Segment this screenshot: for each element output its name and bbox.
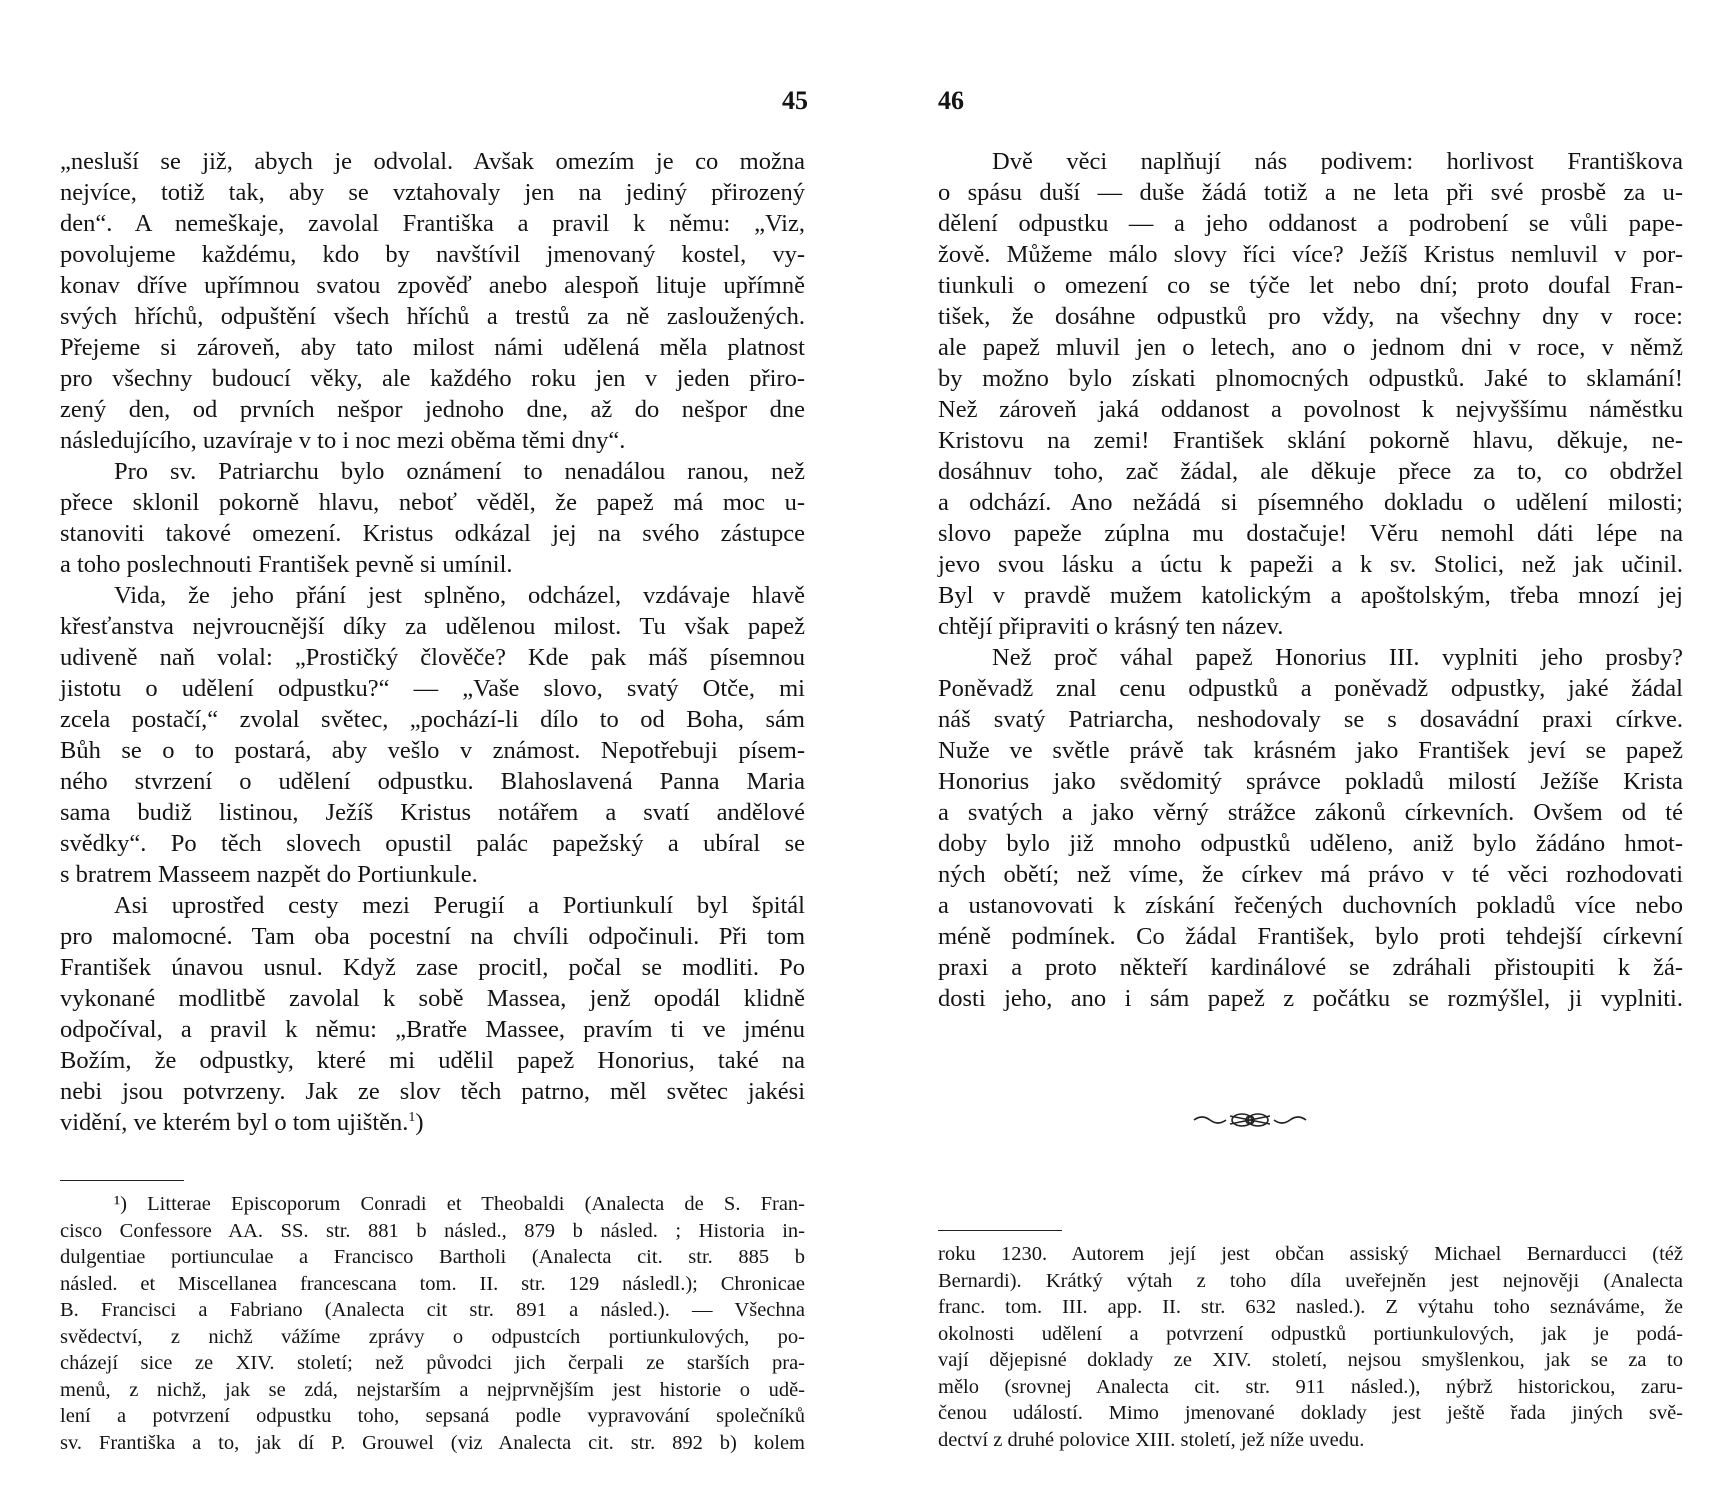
text-line: Byl v pravdě mužem katolickým a apoštolským, třeba mnozí jej	[938, 582, 1683, 609]
footnote-text: Litterae Episcoporum Conradi et Theobaldi (Analecta de S. Fran-	[147, 1193, 806, 1215]
footnote-line: okolnosti udělení a potvrzení odpustků portiunkulových, jak je podá-	[938, 1322, 1683, 1345]
text-line: pro malomocné. Tam oba pocestní na chvíli odpočinuli. Při tom	[60, 923, 805, 950]
text-line: slovo papeže zúplna mu dostačuje! Věru nemohl dáti lépe na	[938, 520, 1683, 547]
footnotes	[938, 1241, 1683, 1453]
text-line: „nesluší se již, abych je odvolal. Avšak omezím je co možna	[60, 148, 805, 175]
footnote-line: sv. Františka a to, jak dí P. Grouwel (viz Analecta cit. str. 892 b) kolem	[60, 1431, 805, 1454]
text-line: zcela postačí,“ zvolal světec, „pochází-li dílo to od Boha, sám	[60, 706, 805, 733]
text-line: Pro sv. Patriarchu bylo oznámení to nenadálou ranou, než	[114, 458, 805, 485]
text-line: praxi a proto někteří kardinálové se zdráhali přistoupiti k žá-	[938, 954, 1683, 981]
footnote-line: mělo (srovnej Analecta cit. str. 911 násled.), nýbrž historickou, zaru-	[938, 1375, 1683, 1398]
text-line: František únavou usnul. Když zase procitl, počal se modliti. Po	[60, 954, 805, 981]
footnote-line: dectví z druhé polovice XIII. století, jež níže uvedu.	[938, 1428, 1365, 1451]
text-line: den“. A nemeškaje, zavolal Františka a pravil k němu: „Viz,	[60, 210, 805, 237]
text-line: nebi jsou potvrzeny. Jak ze slov těch patrno, měl světec jakési	[60, 1078, 805, 1105]
footnote-line: čenou událostí. Mimo jmenované doklady jest ještě řada jiných svě-	[938, 1402, 1683, 1424]
text-line: a toho poslechnouti František pevně si umínil.	[60, 551, 513, 578]
text-line: Než zároveň jaká oddanost a povolnost k nejvyššímu náměstku	[938, 396, 1683, 423]
text-line: odpočíval, a pravil k němu: „Bratře Massee, pravím ti ve jménu	[60, 1016, 805, 1043]
text-line: Než proč váhal papež Honorius III. vyplniti jeho prosby?	[992, 644, 1683, 671]
footnote-line: vají dějepisné doklady ze XIV. století, nejsou smyšlenkou, jak se za to	[938, 1349, 1683, 1371]
page-number: 46	[938, 86, 964, 115]
text-line: ného stvrzení o udělení odpustku. Blahoslavená Panna Maria	[60, 768, 805, 795]
text-line: Božím, že odpustky, které mi udělil papež Honorius, také na	[60, 1047, 805, 1074]
footnote-line: násled. et Miscellanea francescana tom. II. str. 129 následl.); Chronicae	[60, 1272, 805, 1295]
text-line: dosti jeho, ano i sám papež z počátku se rozmýšlel, ji vyplniti.	[938, 985, 1683, 1012]
text-line: Asi uprostřed cesty mezi Perugií a Portiunkulí byl špitál	[114, 892, 805, 919]
text-line: o spásu duší — duše žádá totiž a ne leta při své prosbě za u-	[938, 179, 1683, 206]
text-line: povolujeme každému, kdo by navštívil jmenovaný kostel, vy-	[60, 241, 805, 268]
text-line: křesťanstva nejvroucnější díky za udělenou milost. Tu však papež	[60, 613, 805, 640]
footnote-line: menů, z nichž, jak se zdá, nejstarším a nejprvnějším jest historie o udě-	[60, 1378, 805, 1401]
text-line: Honorius jako svědomitý správce pokladů milostí Ježíše Krista	[938, 768, 1683, 795]
footnote-line: Bernardi). Krátký výtah z toho díla uveřejněn jest nejnověji (Analecta	[938, 1269, 1683, 1292]
footnote-ref: ¹)	[114, 1193, 127, 1215]
text-line: a svatých a jako věrný strážce zákonů církevních. Ovšem od té	[938, 799, 1683, 826]
text-line: sama budiž listinou, Ježíš Kristus notářem a svatí andělové	[60, 799, 805, 826]
footnote-line	[60, 1191, 805, 1218]
text-line: stanoviti takové omezení. Kristus odkázal jej na svého zástupce	[60, 520, 805, 547]
text-line: dosáhnuv toho, zač žádal, ale děkuje přece za to, co obdržel	[938, 458, 1683, 485]
body-text	[938, 146, 1683, 1014]
text-line: doby bylo již mnoho odpustků uděleno, aniž bylo žádáno hmot-	[938, 830, 1683, 857]
text-line: a ustanovovati k získání řečených duchovních pokladů více nebo	[938, 892, 1683, 919]
text-line: Přejeme si zároveň, aby tato milost námi udělená měla platnost	[60, 334, 805, 361]
text-line-content: vidění, ve kterém byl o tom ujištěn.	[60, 1109, 409, 1136]
text-line: žově. Můžeme málo slovy říci více? Ježíš Kristus nemluvil v por-	[938, 241, 1683, 268]
text-line: tiunkuli o omezení co se týče let nebo dní; proto doufal Fran-	[938, 272, 1683, 299]
page-number: 45	[782, 86, 808, 115]
footnote-line: roku 1230. Autorem její jest občan assiský Michael Bernarducci (též	[938, 1243, 1683, 1265]
text-line: svědky“. Po těch slovech opustil palác papežský a ubíral se	[60, 830, 805, 857]
text-line: Bůh se o to postará, aby vešlo v známost. Nepotřebuji písem-	[60, 737, 805, 764]
footnote-line: svědectví, z nichž vážíme zprávy o odpustcích portiunkulových, po-	[60, 1325, 805, 1348]
text-line: přece sklonil pokorně hlavu, neboť věděl, že papež má moc u-	[60, 489, 805, 516]
text-line: pro všechny budoucí věky, ale každého roku jen v jeden přiro-	[60, 365, 805, 392]
text-line: náš svatý Patriarcha, neshodovaly se s dosavádní praxi církve.	[938, 706, 1683, 733]
text-line: s bratrem Masseem nazpět do Portiunkule.	[60, 861, 478, 888]
text-line: Kristovu na zemi! František sklání pokorně hlavu, děkuje, ne-	[938, 427, 1683, 454]
text-line-with-footnote: vidění, ve kterém byl o tom ujištěn.$^1$)	[60, 1109, 424, 1136]
footnote-separator	[938, 1230, 1062, 1231]
footnote-separator	[60, 1180, 184, 1181]
text-line: jevo svou lásku a úctu k papeži a k sv. Stolici, než jak učinil.	[938, 551, 1683, 578]
text-line: a odchází. Ano nežádá si písemného dokladu o udělení milosti;	[938, 489, 1683, 516]
page-46	[868, 0, 1736, 1500]
text-line: ale papež mluvil jen o letech, ano o jednom dni v roce, v němž	[938, 334, 1683, 361]
text-line: chtějí připraviti o krásný ten název.	[938, 613, 1284, 640]
text-line: nejvíce, totiž tak, aby se vztahovaly jen na jediný přirozený	[60, 179, 805, 206]
text-line: dělení odpustku — a jeho oddanost a podrobení se vůli pape-	[938, 210, 1683, 237]
footnote-line: cisco Confessore AA. SS. str. 881 b násled., 879 b násled. ; Historia in-	[60, 1219, 805, 1242]
text-line: ných obětí; než víme, že církev má právo v té věci rozhodovati	[938, 861, 1683, 888]
text-line: Vida, že jeho přání jest splněno, odcházel, vzdávaje hlavě	[114, 582, 805, 609]
text-line: následujícího, uzavíraje v to i noc mezi oběma těmi dny“.	[60, 427, 626, 454]
text-line: tišek, že dosáhne odpustků pro vždy, na všechny dny v roce:	[938, 303, 1683, 330]
body-text	[60, 146, 805, 1138]
footnote-line: cházejí sice ze XIV. století; než původci jich čerpali ze starších pra-	[60, 1352, 805, 1374]
footnote-line: franc. tom. III. app. II. str. 632 nasled.). Z výtahu toho seznáváme, že	[938, 1296, 1683, 1318]
ornamental-divider-icon	[1190, 1108, 1310, 1132]
text-line: svých hříchů, odpuštění všech hříchů a trestů za ně zasloužených.	[60, 303, 805, 330]
text-line: méně podmínek. Co žádal František, bylo proti tehdejší církevní	[938, 923, 1683, 950]
footnote-line: lení a potvrzení odpustku toho, sepsaná podle vypravování společníků	[60, 1405, 805, 1427]
footnote-line: B. Francisci a Fabriano (Analecta cit str. 891 a násled.). — Všechna	[60, 1299, 805, 1321]
text-line: Dvě věci naplňují nás podivem: horlivost Františkova	[992, 148, 1683, 175]
text-line: jistotu o udělení odpustku?“ — „Vaše slovo, svatý Otče, mi	[60, 675, 805, 702]
text-line: Poněvadž znal cenu odpustků a poněvadž odpustky, jaké žádal	[938, 675, 1683, 702]
text-line: udiveně naň volal: „Prostičký člověče? Kde pak máš písemnou	[60, 644, 805, 671]
text-line: zený den, od prvních nešpor jednoho dne, až do nešpor dne	[60, 396, 805, 423]
text-line: Nuže ve světle právě tak krásném jako František jeví se papež	[938, 737, 1683, 764]
text-line: by možno bylo získati plnomocných odpustků. Jaké to sklamání!	[938, 365, 1683, 392]
footnote-line: dulgentiae portiunculae a Francisco Bartholi (Analecta cit. str. 885 b	[60, 1246, 805, 1268]
footnote-marker: 1	[408, 1109, 416, 1125]
footnotes	[60, 1191, 805, 1456]
text-line: konav dříve upřímnou svatou zpověď anebo alespoň lituje upřímně	[60, 272, 805, 299]
text-line: vykonané modlitbě zavolal k sobě Massea, jenž opodál klidně	[60, 985, 805, 1012]
